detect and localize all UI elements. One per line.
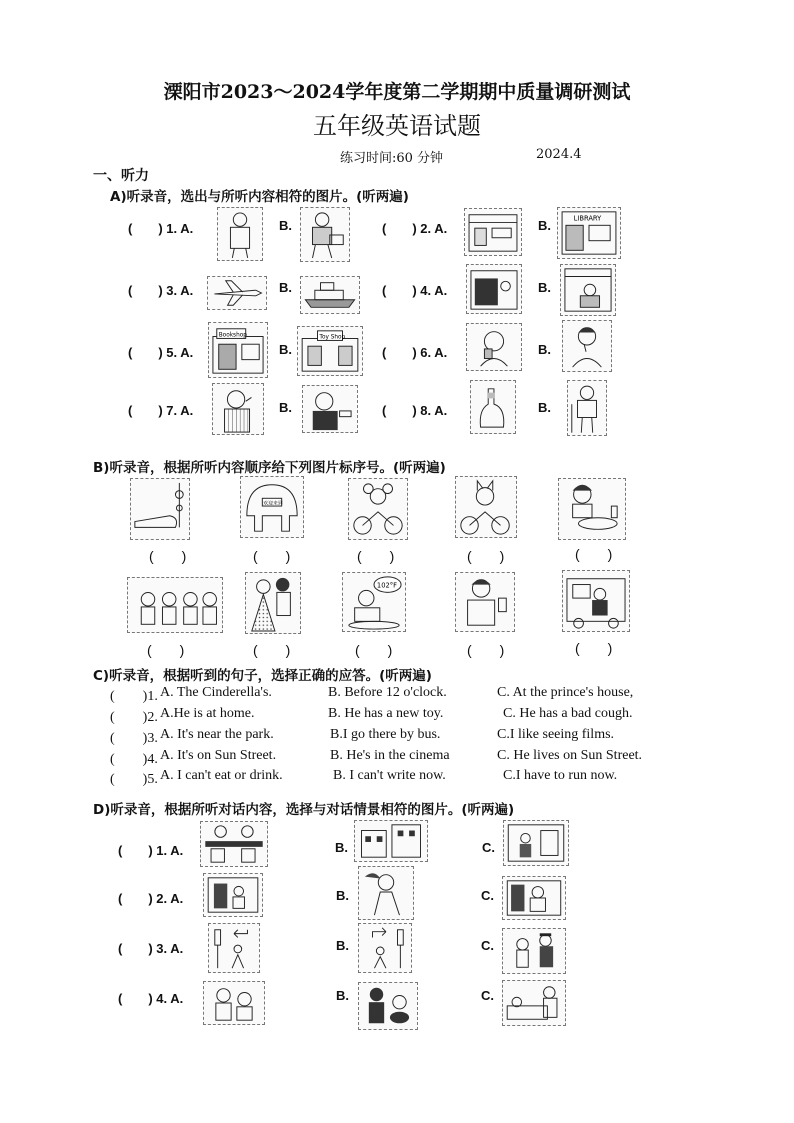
question-c2-number: ( )2. <box>110 710 158 725</box>
question-c2-option-a: A.He is at home. <box>160 706 255 721</box>
picture-d3-b <box>358 923 412 973</box>
library-sign: LIBRARY <box>573 214 602 223</box>
question-c3-option-a: A. It's near the park. <box>160 727 274 742</box>
question-c4-option-a: A. It's on Sun Street. <box>160 748 277 763</box>
picture-a2-a <box>464 208 522 256</box>
answer-blank-b4[interactable]: ( ) <box>467 548 505 564</box>
picture-a6-b <box>562 320 612 372</box>
part-b-title: B)听录音，根据所听内容顺序给下列图片标序号。(听两遍) <box>93 460 446 476</box>
option-b-label: B. <box>279 342 292 357</box>
toyshop-sign: Toy Shop <box>319 334 346 341</box>
picture-a1-b <box>300 207 350 262</box>
answer-blank-b10[interactable]: ( ) <box>575 640 613 656</box>
picture-d2-a <box>203 873 263 917</box>
option-b-label: B. <box>279 218 292 233</box>
picture-a7-a <box>212 383 264 435</box>
answer-blank-b1[interactable]: ( ) <box>149 548 187 564</box>
picture-a5-a-bookshop <box>208 322 268 378</box>
option-b-label: B. <box>538 400 551 415</box>
picture-b4-cat-bike <box>455 476 517 538</box>
picture-b10-bus <box>562 570 630 632</box>
picture-a8-b <box>567 380 607 436</box>
part-d-title: D)听录音，根据所听对话内容，选择与对话情景相符的图片。(听两遍) <box>93 802 515 818</box>
exam-date: 2024.4 <box>536 147 582 162</box>
picture-a1-a <box>217 207 263 261</box>
option-c-label: C. <box>481 888 494 903</box>
picture-d4-a <box>203 981 265 1025</box>
picture-d4-c <box>502 980 566 1026</box>
bookshop-sign: Bookshop <box>218 332 247 339</box>
picture-b1-train-tower <box>130 478 190 540</box>
picture-d2-c <box>502 876 566 920</box>
picture-a3-a-plane <box>207 276 267 310</box>
answer-blank-b3[interactable]: ( ) <box>357 548 395 564</box>
answer-blank-b8[interactable]: ( ) <box>355 642 393 658</box>
picture-d3-a <box>208 923 260 973</box>
question-c3-option-c: C.I like seeing films. <box>497 727 615 742</box>
question-a2: ( ) 2. A. <box>382 221 448 236</box>
option-b-label: B. <box>538 280 551 295</box>
question-c3-option-b: B.I go there by bus. <box>330 727 441 742</box>
option-c-label: C. <box>481 938 494 953</box>
picture-b6-animals <box>127 577 223 633</box>
question-c5-option-b: B. I can't write now. <box>333 768 446 783</box>
answer-blank-b5[interactable]: ( ) <box>575 546 613 562</box>
part-a-title: A)听录音，选出与所听内容相符的图片。(听两遍) <box>110 189 409 205</box>
question-d3: ( ) 3. A. <box>118 941 184 956</box>
question-d2: ( ) 2. A. <box>118 891 184 906</box>
question-d4: ( ) 4. A. <box>118 991 184 1006</box>
exam-subtitle: 五年级英语试题 <box>313 112 481 140</box>
answer-blank-b6[interactable]: ( ) <box>147 642 185 658</box>
option-b-label: B. <box>336 938 349 953</box>
picture-a6-a <box>466 323 522 371</box>
question-c1-option-a: A. The Cinderella's. <box>160 685 272 700</box>
question-a1: ( ) 1. A. <box>128 221 194 236</box>
answer-blank-b9[interactable]: ( ) <box>467 642 505 658</box>
question-c1-option-c: C. At the prince's house, <box>497 685 634 700</box>
question-c1-number: ( )1. <box>110 689 158 704</box>
picture-d1-b <box>354 820 428 862</box>
picture-a5-b-toyshop <box>297 326 363 376</box>
question-a3: ( ) 3. A. <box>128 283 194 298</box>
question-c4-number: ( )4. <box>110 752 158 767</box>
option-b-label: B. <box>336 988 349 1003</box>
question-a6: ( ) 6. A. <box>382 345 448 360</box>
option-b-label: B. <box>335 840 348 855</box>
picture-d4-b <box>358 982 418 1030</box>
picture-a4-b <box>560 264 616 316</box>
question-a8: ( ) 8. A. <box>382 403 448 418</box>
picture-d3-c <box>502 928 566 974</box>
picture-a7-b <box>302 385 358 433</box>
section-listening-title: 一、听力 <box>93 168 149 184</box>
question-c2-option-b: B. He has a new toy. <box>328 706 444 721</box>
picture-b9-boy-medicine <box>455 572 515 632</box>
option-b-label: B. <box>279 400 292 415</box>
option-b-label: B. <box>279 280 292 295</box>
question-d1: ( ) 1. A. <box>118 843 184 858</box>
picture-d1-a <box>200 821 268 867</box>
question-c5-option-a: A. I can't eat or drink. <box>160 768 283 783</box>
option-b-label: B. <box>538 342 551 357</box>
picture-d1-c <box>503 820 569 866</box>
answer-blank-b2[interactable]: ( ) <box>253 548 291 564</box>
question-c4-option-c: C. He lives on Sun Street. <box>497 748 643 763</box>
question-c5-number: ( )5. <box>110 772 158 787</box>
picture-d2-b <box>358 866 414 920</box>
picture-a8-a <box>470 380 516 434</box>
temperature-bubble: 102°F <box>376 581 398 590</box>
question-a5: ( ) 5. A. <box>128 345 194 360</box>
picture-b7-dancing <box>245 572 301 634</box>
question-c5-option-c: C.I have to run now. <box>503 768 618 783</box>
option-b-label: B. <box>538 218 551 233</box>
question-c2-option-c: C. He has a bad cough. <box>503 706 633 721</box>
option-c-label: C. <box>482 840 495 855</box>
answer-blank-b7[interactable]: ( ) <box>253 642 291 658</box>
welcome-sign: 欢迎来到 <box>263 501 283 507</box>
picture-b5-girl-eating <box>558 478 626 540</box>
picture-b3-mouse-bike <box>348 478 408 540</box>
question-a4: ( ) 4. A. <box>382 283 448 298</box>
part-c-title: C)听录音，根据听到的句子，选择正确的应答。(听两遍) <box>93 668 432 684</box>
picture-b8-sick-girl <box>342 572 406 632</box>
picture-b2-elephant <box>240 476 304 538</box>
picture-a3-b-ship <box>300 276 360 314</box>
question-c1-option-b: B. Before 12 o'clock. <box>328 685 447 700</box>
exam-title: 溧阳市2023～2024学年度第二学期期中质量调研测试 <box>163 81 631 103</box>
question-c4-option-b: B. He's in the cinema <box>330 748 450 763</box>
option-b-label: B. <box>336 888 349 903</box>
exam-duration: 练习时间:60 分钟 <box>340 151 444 166</box>
question-c3-number: ( )3. <box>110 731 158 746</box>
picture-a2-b-library <box>557 207 621 259</box>
question-a7: ( ) 7. A. <box>128 403 194 418</box>
option-c-label: C. <box>481 988 494 1003</box>
picture-a4-a <box>466 264 522 314</box>
